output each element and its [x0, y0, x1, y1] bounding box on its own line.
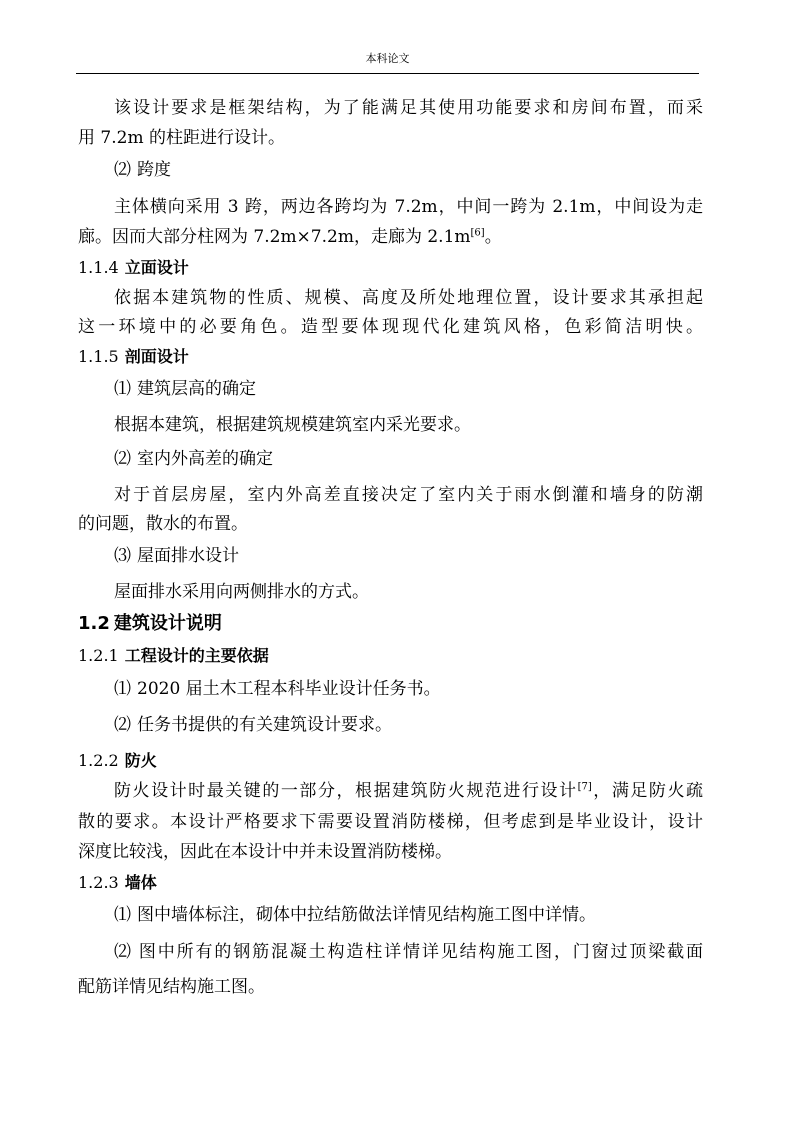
paragraph-text: 。: [484, 227, 502, 247]
heading-number: 1.2.1: [78, 646, 119, 665]
heading-1-2: [78, 612, 703, 636]
item-marker: ⑴: [114, 905, 131, 925]
heading-number: 1.1.5: [78, 347, 119, 366]
item-label: 建筑层高的确定: [137, 379, 256, 399]
heading-number: 1.2.3: [78, 873, 119, 892]
citation-ref: [7]: [577, 781, 592, 793]
item-label: 图中所有的钢筋混凝土构造柱详情详见结构施工图，门窗过顶梁截面: [138, 942, 704, 962]
sub-item: [114, 903, 739, 927]
paragraph-line: [114, 779, 703, 803]
citation-ref: [6]: [470, 227, 485, 239]
heading-number: 1.2.2: [78, 751, 119, 770]
heading-title: 剖面设计: [124, 347, 189, 366]
item-marker: ⑵: [114, 449, 131, 469]
sub-item: [114, 544, 739, 568]
header-divider: [76, 73, 699, 74]
paragraph-line: 主体横向采用 3 跨，两边各跨均为 7.2m，中间一跨为 2.1m，中间设为走: [114, 197, 703, 217]
heading-title: 墙体: [124, 873, 157, 892]
heading-1-2-2: [78, 749, 703, 773]
paragraph-line: 用 7.2m 的柱距进行设计。: [78, 128, 285, 148]
item-marker: ⑴: [114, 679, 131, 699]
sub-item: [114, 713, 739, 737]
paragraph-line: 屋面排水采用向两侧排水的方式。: [114, 582, 369, 602]
heading-number: 1.1.4: [78, 258, 119, 277]
sub-item: [114, 677, 739, 701]
heading-1-2-1: [78, 644, 703, 668]
item-label: 屋面排水设计: [137, 546, 239, 566]
item-label: 图中墙体标注，砌体中拉结筋做法详情见结构施工图中详情。: [137, 905, 596, 925]
paragraph-line: 根据本建筑，根据建筑规模建筑室内采光要求。: [114, 415, 471, 435]
paragraph-line: 对于首层房屋，室内外高差直接决定了室内关于雨水倒灌和墙身的防潮: [114, 485, 703, 505]
paragraph-text: ，满足防火疏: [591, 781, 704, 801]
item-marker: ⑵: [114, 942, 133, 962]
item-label: 跨度: [137, 160, 171, 180]
item-marker: ⑵: [114, 160, 131, 180]
paragraph-line: 该设计要求是框架结构，为了能满足其使用功能要求和房间布置，而采: [114, 98, 703, 118]
paragraph-line: 配筋详情见结构施工图。: [78, 977, 265, 997]
item-label: 2020 届土木工程本科毕业设计任务书。: [137, 679, 441, 699]
item-marker: ⑵: [114, 715, 131, 735]
sub-item: [114, 447, 739, 471]
item-marker: ⑶: [114, 546, 131, 566]
item-label: 任务书提供的有关建筑设计要求。: [137, 715, 392, 735]
sub-item-span: [114, 158, 739, 182]
heading-title: 建筑设计说明: [113, 613, 222, 634]
heading-title: 工程设计的主要依据: [124, 646, 269, 665]
item-label: 室内外高差的确定: [137, 449, 273, 469]
heading-1-1-4: [78, 256, 703, 280]
item-marker: ⑴: [114, 379, 131, 399]
heading-title: 立面设计: [124, 258, 189, 277]
paragraph-line: 这一环境中的必要角色。造型要体现现代化建筑风格，色彩简洁明快。: [78, 317, 703, 337]
paragraph-line: 散的要求。本设计严格要求下需要设置消防楼梯，但考虑到是毕业设计，设计: [78, 812, 703, 832]
sub-item-line: [114, 940, 703, 964]
heading-number: 1.2: [78, 613, 110, 634]
heading-title: 防火: [124, 751, 157, 770]
sub-item: [114, 377, 739, 401]
paragraph-line: [78, 225, 703, 249]
paragraph-text: 廊。因而大部分柱网为 7.2m×7.2m，走廊为 2.1m: [78, 227, 471, 247]
heading-1-2-3: [78, 871, 703, 895]
paragraph-text: 防火设计时最关键的一部分，根据建筑防火规范进行设计: [114, 781, 578, 801]
paragraph-line: 深度比较浅，因此在本设计中并未设置消防楼梯。: [78, 842, 452, 862]
paragraph-line: 依据本建筑物的性质、规模、高度及所处地理位置，设计要求其承担起: [114, 288, 703, 308]
paragraph-line: 的问题，散水的布置。: [78, 514, 248, 534]
page-header: 本科论文: [365, 52, 410, 65]
heading-1-1-5: [78, 345, 703, 369]
